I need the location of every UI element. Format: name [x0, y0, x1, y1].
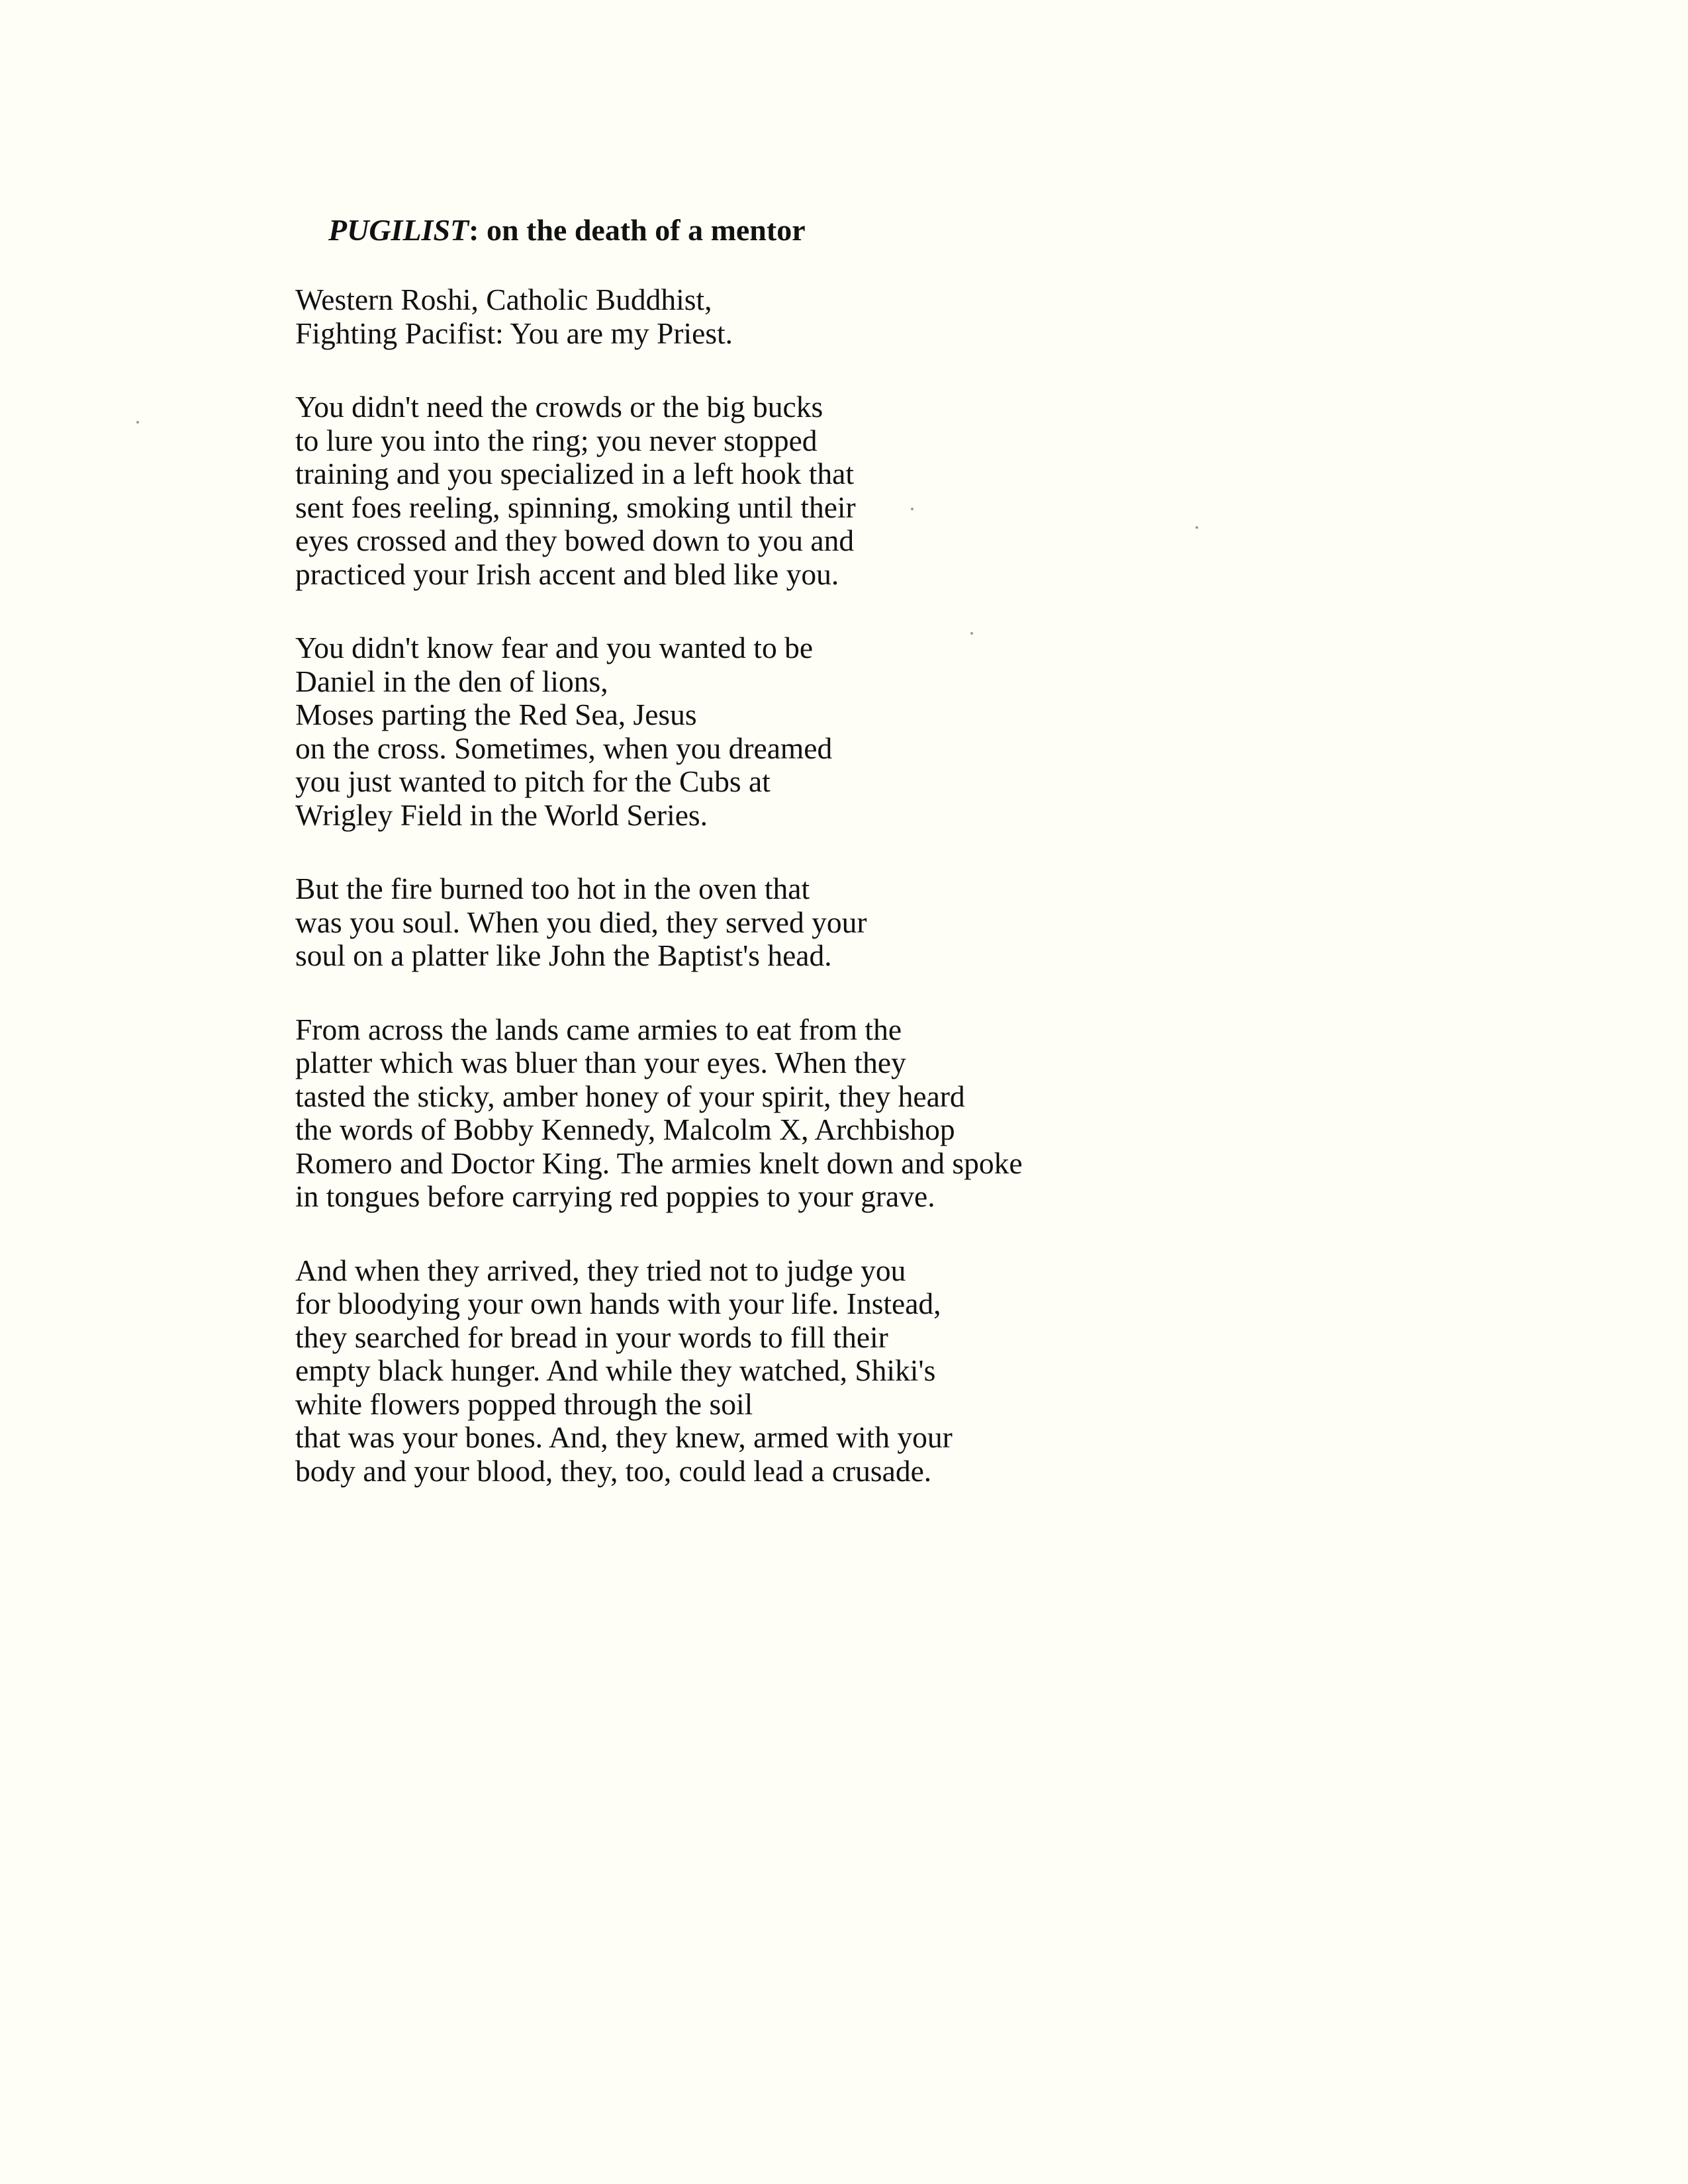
poem-line: practiced your Irish accent and bled like you. [295, 557, 839, 591]
poem-title-main: PUGILIST [328, 213, 469, 247]
stanza-6 [295, 1254, 1487, 1488]
stanza-4 [295, 872, 1487, 973]
poem-line: white flowers popped through the soil [295, 1387, 753, 1421]
scan-speck [970, 632, 973, 635]
poem-line: And when they arrived, they tried not to judge you [295, 1253, 906, 1287]
stanza-3 [295, 631, 1487, 832]
poem-line: they searched for bread in your words to fill their [295, 1320, 888, 1354]
poem-title [328, 210, 806, 250]
poem-line: You didn't know fear and you wanted to be [295, 631, 814, 664]
poem-line: tasted the sticky, amber honey of your spirit, they heard [295, 1079, 965, 1113]
poem-line: Fighting Pacifist: You are my Priest. [295, 316, 733, 350]
scan-speck [136, 421, 139, 424]
stanza-1 [295, 283, 1487, 350]
poem-line: Western Roshi, Catholic Buddhist, [295, 283, 712, 316]
poem-title-subtitle: : on the death of a mentor [469, 213, 806, 247]
poem-line: was you soul. When you died, they served your [295, 905, 867, 939]
poem-line: Wrigley Field in the World Series. [295, 797, 708, 832]
poem-line: Daniel in the den of lions, [295, 664, 608, 698]
poem-line: soul on a platter like John the Baptist's head. [295, 938, 832, 972]
poem-line: in tongues before carrying red poppies to your grave. [295, 1179, 935, 1213]
poem-line: that was your bones. And, they knew, armed with your [295, 1420, 953, 1454]
scan-speck [1196, 526, 1198, 529]
poem-body [295, 283, 1487, 1488]
poem-line: to lure you into the ring; you never stopped [295, 423, 818, 457]
poem-line: on the cross. Sometimes, when you dreamed [295, 731, 833, 765]
poem-line: You didn't need the crowds or the big bucks [295, 390, 823, 424]
poem-line: eyes crossed and they bowed down to you and [295, 523, 855, 557]
poem-line: for bloodying your own hands with your life. Instead, [295, 1287, 941, 1320]
poem-line: But the fire burned too hot in the oven that [295, 872, 810, 905]
poem-line: empty black hunger. And while they watched, Shiki's [295, 1353, 936, 1387]
poem-line: Moses parting the Red Sea, Jesus [295, 698, 697, 731]
poem-line: you just wanted to pitch for the Cubs at [295, 764, 771, 798]
poem-line: body and your blood, they, too, could lead a crusade. [295, 1453, 932, 1488]
poem-line: training and you specialized in a left hook that [295, 457, 855, 490]
scan-speck [911, 508, 914, 510]
poem-line: the words of Bobby Kennedy, Malcolm X, Archbishop [295, 1113, 955, 1146]
poem-line: sent foes reeling, spinning, smoking until their [295, 490, 856, 524]
poem-line: Romero and Doctor King. The armies knelt down and spoke [295, 1146, 1023, 1180]
stanza-2 [295, 390, 1487, 591]
poem-line: platter which was bluer than your eyes. When they [295, 1046, 906, 1079]
stanza-5 [295, 1013, 1487, 1214]
poem-line: From across the lands came armies to eat from the [295, 1012, 902, 1046]
